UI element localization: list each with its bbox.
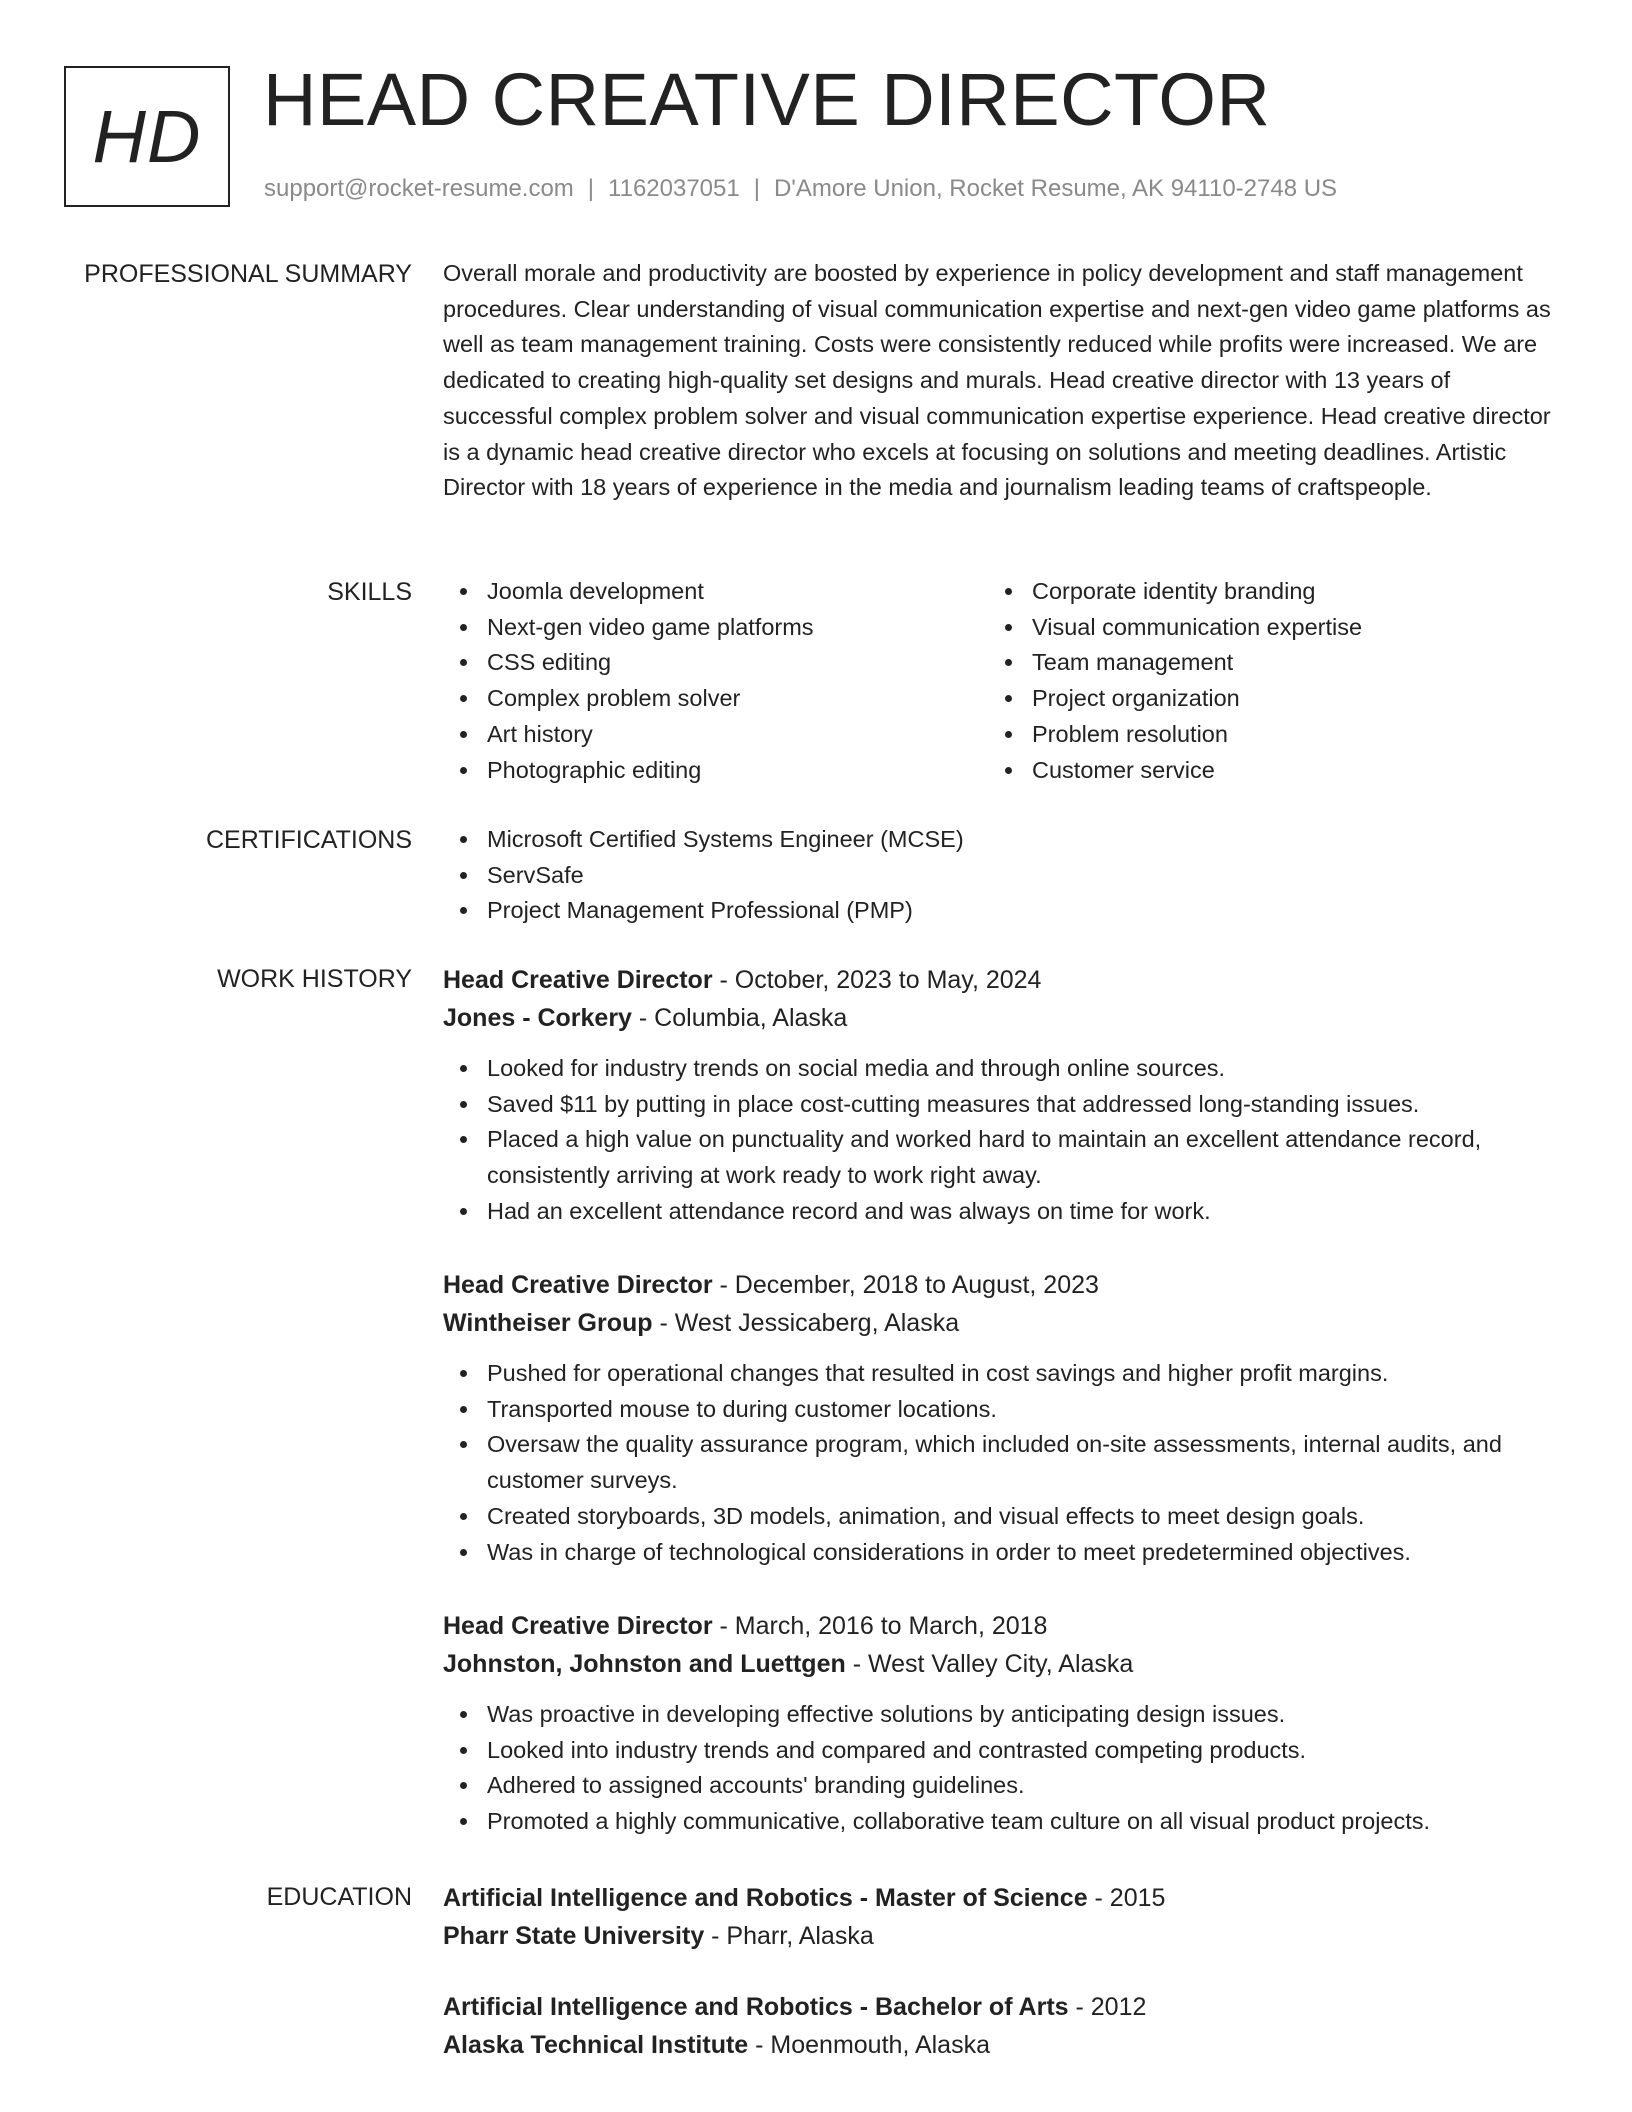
job-title: Head Creative Director: [443, 966, 713, 994]
job-title: Head Creative Director: [443, 1612, 713, 1640]
job-bullet: Saved $11 by putting in place cost-cutting measures that addressed long-standing issues.: [443, 1087, 1558, 1123]
job-location: - West Jessicaberg, Alaska: [652, 1309, 960, 1337]
job-bullets: [443, 1356, 1558, 1570]
skill-item: Corporate identity branding: [988, 574, 1533, 610]
skills-body: [443, 574, 1558, 788]
job-bullet: Pushed for operational changes that resulted in cost savings and higher profit margins.: [443, 1356, 1558, 1392]
summary-label: PROFESSIONAL SUMMARY: [84, 260, 412, 288]
job-location: - Columbia, Alaska: [631, 1004, 848, 1032]
job-bullet: Promoted a highly communicative, collaborative team culture on all visual product projects.: [443, 1804, 1558, 1840]
skill-item: Complex problem solver: [443, 681, 988, 717]
education-location: - Moenmouth, Alaska: [748, 2031, 990, 2059]
certifications-label: CERTIFICATIONS: [205, 826, 412, 854]
job-title-line: [443, 1607, 1558, 1645]
education-year: - 2015: [1087, 1884, 1166, 1912]
job-dates: - March, 2016 to March, 2018: [712, 1612, 1048, 1640]
job-entry: [443, 1607, 1558, 1840]
skill-item: CSS editing: [443, 645, 988, 681]
resume-title: HEAD CREATIVE DIRECTOR: [263, 58, 1271, 141]
skill-item: Photographic editing: [443, 753, 988, 789]
education-degree-line: [443, 1988, 1558, 2026]
skills-list-left: [443, 574, 988, 788]
education-school: Alaska Technical Institute: [443, 2031, 749, 2059]
skill-item: Joomla development: [443, 574, 988, 610]
education-degree: Artificial Intelligence and Robotics - Master of Science: [443, 1884, 1088, 1912]
job-dates: - October, 2023 to May, 2024: [712, 966, 1042, 994]
skills-columns: [443, 574, 1558, 788]
education-year: - 2012: [1068, 1993, 1147, 2021]
job-dates: - December, 2018 to August, 2023: [712, 1271, 1099, 1299]
job-bullet: Adhered to assigned accounts' branding guidelines.: [443, 1768, 1558, 1804]
job-bullet: Was in charge of technological considerations in order to meet predetermined objectives.: [443, 1535, 1558, 1571]
job-bullet: Looked into industry trends and compared and contrasted competing products.: [443, 1733, 1558, 1769]
job-company-line: [443, 999, 1558, 1037]
skills-label: SKILLS: [327, 578, 412, 606]
job-title-line: [443, 961, 1558, 999]
skill-item: Art history: [443, 717, 988, 753]
skill-item: Project organization: [988, 681, 1533, 717]
contact-separator: |: [753, 175, 760, 202]
job-title: Head Creative Director: [443, 1271, 713, 1299]
education-school-line: [443, 1917, 1558, 1955]
summary-body: [443, 256, 1558, 506]
monogram-box: [64, 66, 230, 207]
education-entry: [443, 1988, 1558, 2064]
skill-item: Next-gen video game platforms: [443, 610, 988, 646]
skills-list-right: [988, 574, 1533, 788]
job-bullets: [443, 1051, 1558, 1230]
contact-phone[interactable]: 1162037051: [608, 175, 740, 202]
certifications-body: [443, 822, 1558, 929]
job-entry: [443, 1266, 1558, 1570]
education-location: - Pharr, Alaska: [704, 1922, 874, 1950]
job-bullet: Transported mouse to during customer locations.: [443, 1392, 1558, 1428]
contact-separator: |: [587, 175, 595, 202]
job-bullet: Oversaw the quality assurance program, which included on-site assessments, internal audits, and customer surveys.: [443, 1427, 1558, 1498]
education-degree-line: [443, 1879, 1558, 1917]
job-company: Johnston, Johnston and Luettgen: [443, 1650, 846, 1678]
education-degree: Artificial Intelligence and Robotics - Bachelor of Arts: [443, 1993, 1069, 2021]
job-bullet: Placed a high value on punctuality and worked hard to maintain an excellent attendance record, consistently arriving at work ready to work right away.: [443, 1122, 1558, 1193]
skill-item: Team management: [988, 645, 1533, 681]
job-company: Jones - Corkery: [443, 1004, 632, 1032]
skill-item: Problem resolution: [988, 717, 1533, 753]
work-history-label: WORK HISTORY: [217, 965, 412, 993]
job-company-line: [443, 1304, 1558, 1342]
job-bullets: [443, 1697, 1558, 1840]
monogram-initials: HD: [92, 95, 202, 178]
job-title-line: [443, 1266, 1558, 1304]
education-school-line: [443, 2026, 1558, 2064]
job-company-line: [443, 1645, 1558, 1683]
contact-email[interactable]: support@rocket-resume.com: [264, 175, 574, 202]
education-school: Pharr State University: [443, 1922, 705, 1950]
certification-item: Project Management Professional (PMP): [443, 893, 1558, 929]
contact-line: [264, 173, 1337, 205]
contact-address: D'Amore Union, Rocket Resume, AK 94110-2748 US: [773, 175, 1338, 202]
education-label: EDUCATION: [266, 1883, 412, 1911]
job-bullet: Was proactive in developing effective solutions by anticipating design issues.: [443, 1697, 1558, 1733]
job-company: Wintheiser Group: [443, 1309, 653, 1337]
certifications-list: [443, 822, 1558, 929]
certification-item: Microsoft Certified Systems Engineer (MCSE): [443, 822, 1558, 858]
skill-item: Customer service: [988, 753, 1533, 789]
job-bullet: Had an excellent attendance record and was always on time for work.: [443, 1194, 1558, 1230]
summary-text: Overall morale and productivity are boosted by experience in policy development and staff management procedures. Clear understanding of visual communication expertise and next-gen video game platforms as well as team management training. Costs were consistently reduced while profits were increased. We are dedicated to creating high-quality set designs and murals. Head creative director with 13 years of successful complex problem solver and visual communication expertise experience. Head creative director is a dynamic head creative director who excels at focusing on solutions and meeting deadlines. Artistic Director with 18 years of experience in the media and journalism leading teams of craftspeople.: [443, 260, 1551, 501]
job-bullet: Looked for industry trends on social media and through online sources.: [443, 1051, 1558, 1087]
education-entry: [443, 1879, 1558, 1955]
job-bullet: Created storyboards, 3D models, animation, and visual effects to meet design goals.: [443, 1499, 1558, 1535]
skill-item: Visual communication expertise: [988, 610, 1533, 646]
job-entry: [443, 961, 1558, 1230]
certification-item: ServSafe: [443, 858, 1558, 894]
job-location: - West Valley City, Alaska: [845, 1650, 1134, 1678]
